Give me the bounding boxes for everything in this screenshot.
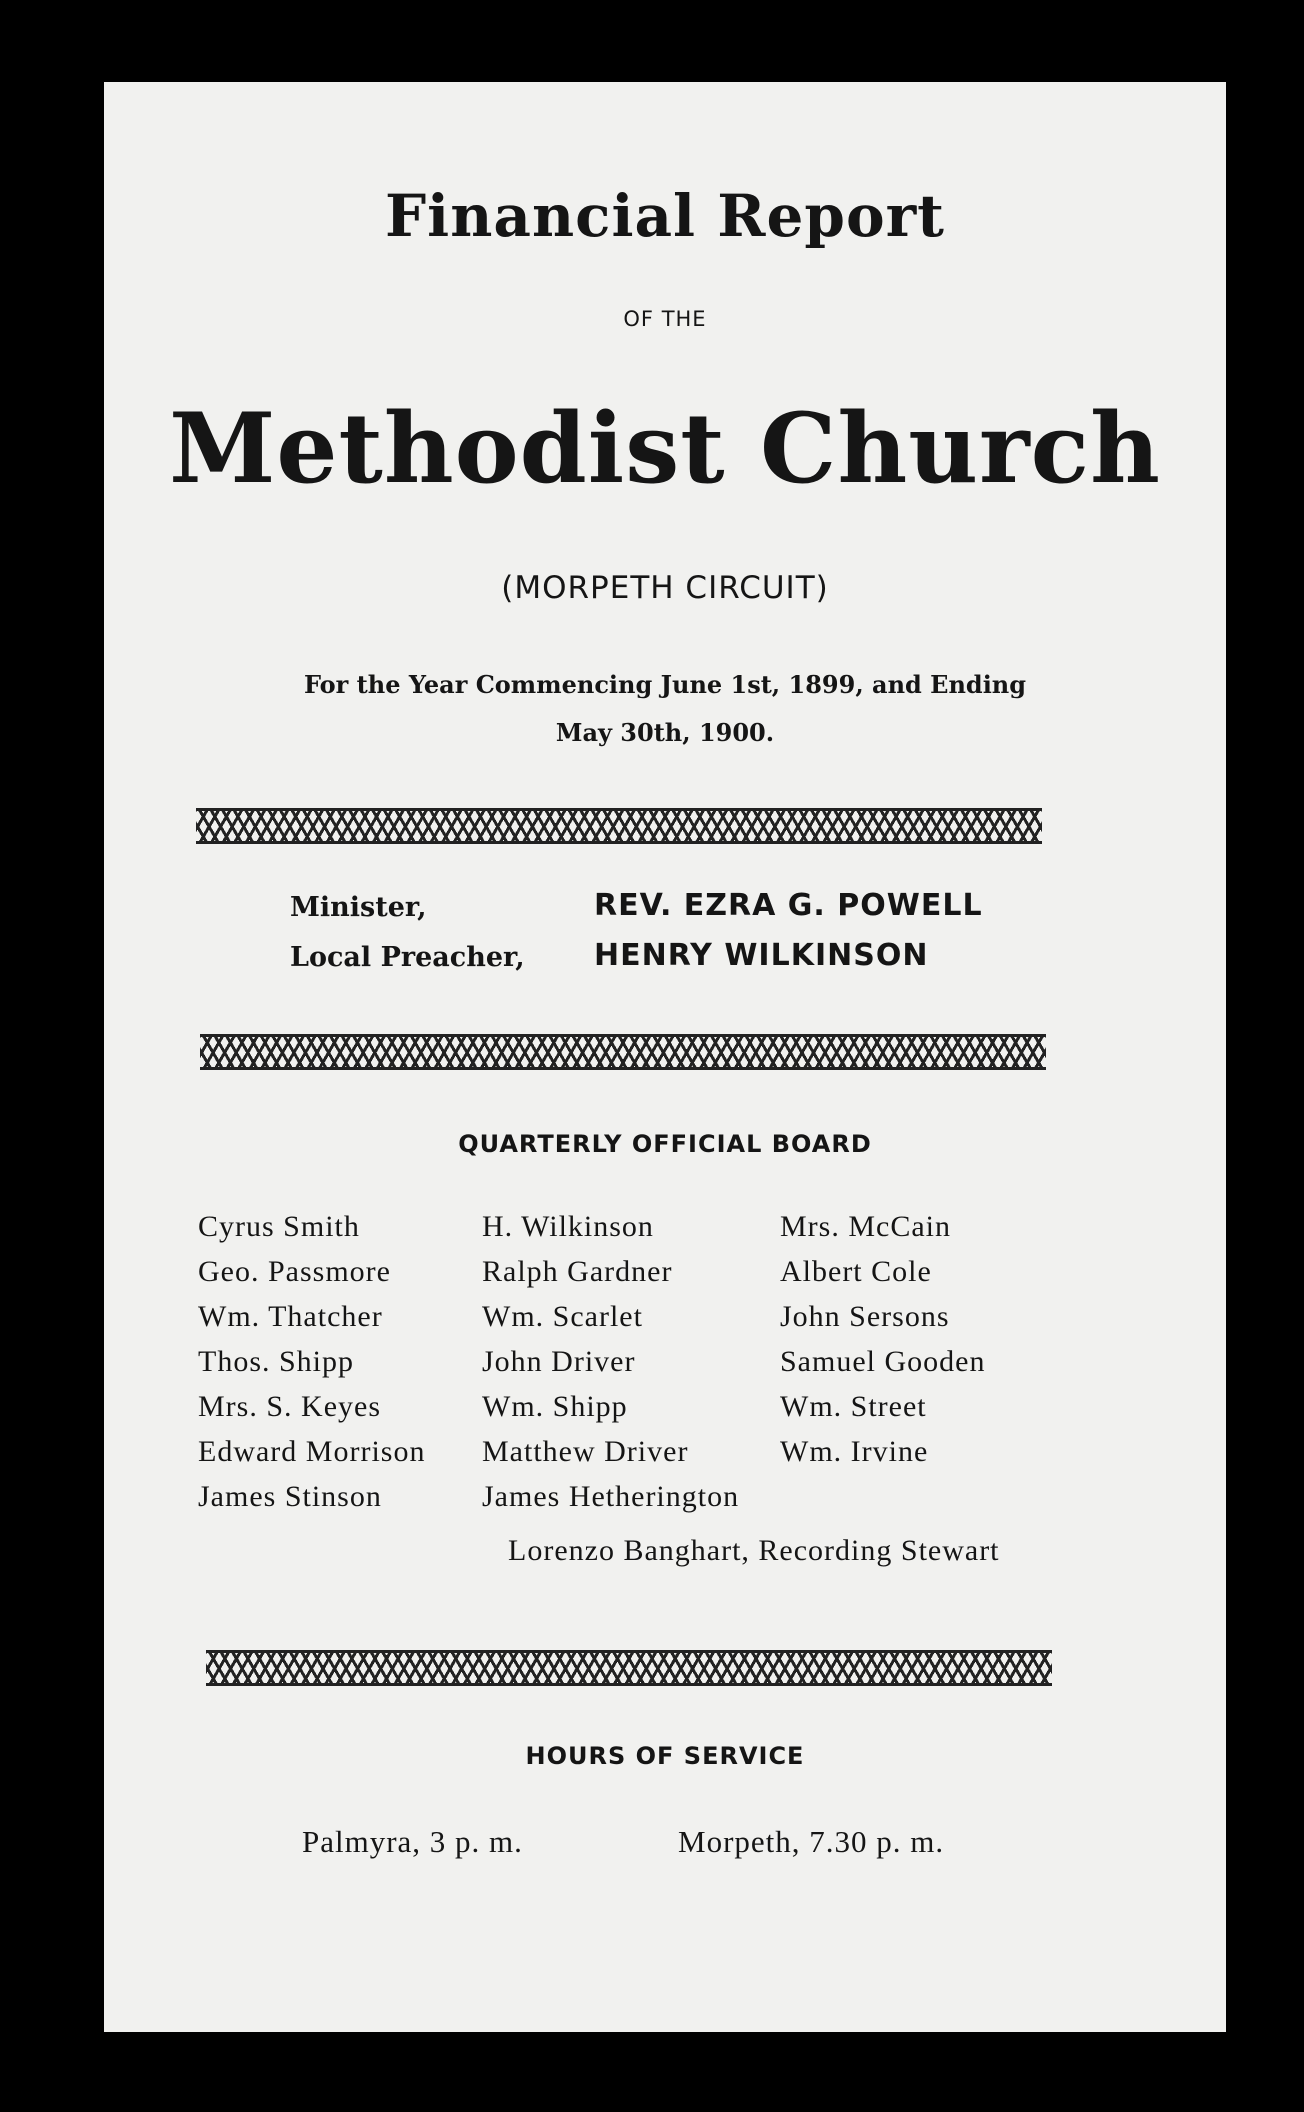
board-heading: QUARTERLY OFFICIAL BOARD xyxy=(458,1130,872,1158)
minister-name: REV. EZRA G. POWELL xyxy=(594,888,983,923)
morpeth-service: Morpeth, 7.30 p. m. xyxy=(678,1824,945,1859)
board-member: H. Wilkinson xyxy=(482,1210,654,1243)
palmyra-service: Palmyra, 3 p. m. xyxy=(302,1824,523,1859)
period-line-1: For the Year Commencing June 1st, 1899, and Ending xyxy=(303,670,1027,699)
local-preacher-label: Local Preacher, xyxy=(290,942,525,973)
board-member: Wm. Thatcher xyxy=(198,1300,383,1333)
board-member: Wm. Shipp xyxy=(482,1390,628,1423)
board-member: Cyrus Smith xyxy=(198,1210,360,1243)
board-member: Mrs. McCain xyxy=(780,1210,951,1243)
board-member: Albert Cole xyxy=(780,1255,932,1288)
board-column-1 xyxy=(198,1204,425,1519)
board-column-2 xyxy=(482,1204,739,1519)
board-member: Wm. Irvine xyxy=(780,1435,929,1468)
board-member: Wm. Scarlet xyxy=(482,1300,643,1333)
board-member: James Hetherington xyxy=(482,1480,740,1513)
minister-label: Minister, xyxy=(290,892,427,923)
board-column-3 xyxy=(780,1204,985,1474)
board-member: Mrs. S. Keyes xyxy=(198,1390,381,1423)
board-member: James Stinson xyxy=(198,1480,382,1513)
circuit-name: (MORPETH CIRCUIT) xyxy=(501,570,829,606)
ornamental-border xyxy=(206,1650,1052,1686)
ornamental-border xyxy=(200,1034,1046,1070)
board-member: Samuel Gooden xyxy=(780,1345,986,1378)
ornamental-border xyxy=(196,808,1042,844)
board-member: Wm. Street xyxy=(780,1390,927,1423)
report-title: Financial Report xyxy=(385,182,945,250)
church-name: Methodist Church xyxy=(169,392,1161,505)
report-page xyxy=(104,82,1226,2032)
board-member: Thos. Shipp xyxy=(198,1345,355,1378)
recording-stewart: Lorenzo Banghart, Recording Stewart xyxy=(508,1534,1000,1567)
board-member: Ralph Gardner xyxy=(482,1255,673,1288)
board-member: John Sersons xyxy=(780,1300,950,1333)
service-heading: HOURS OF SERVICE xyxy=(525,1742,805,1770)
board-member: Edward Morrison xyxy=(198,1435,426,1468)
board-member: John Driver xyxy=(482,1345,636,1378)
of-the-label: OF THE xyxy=(623,307,707,331)
board-member: Matthew Driver xyxy=(482,1435,689,1468)
board-member: Geo. Passmore xyxy=(198,1255,391,1288)
period-line-2: May 30th, 1900. xyxy=(555,718,775,747)
local-preacher-name: HENRY WILKINSON xyxy=(594,938,929,973)
